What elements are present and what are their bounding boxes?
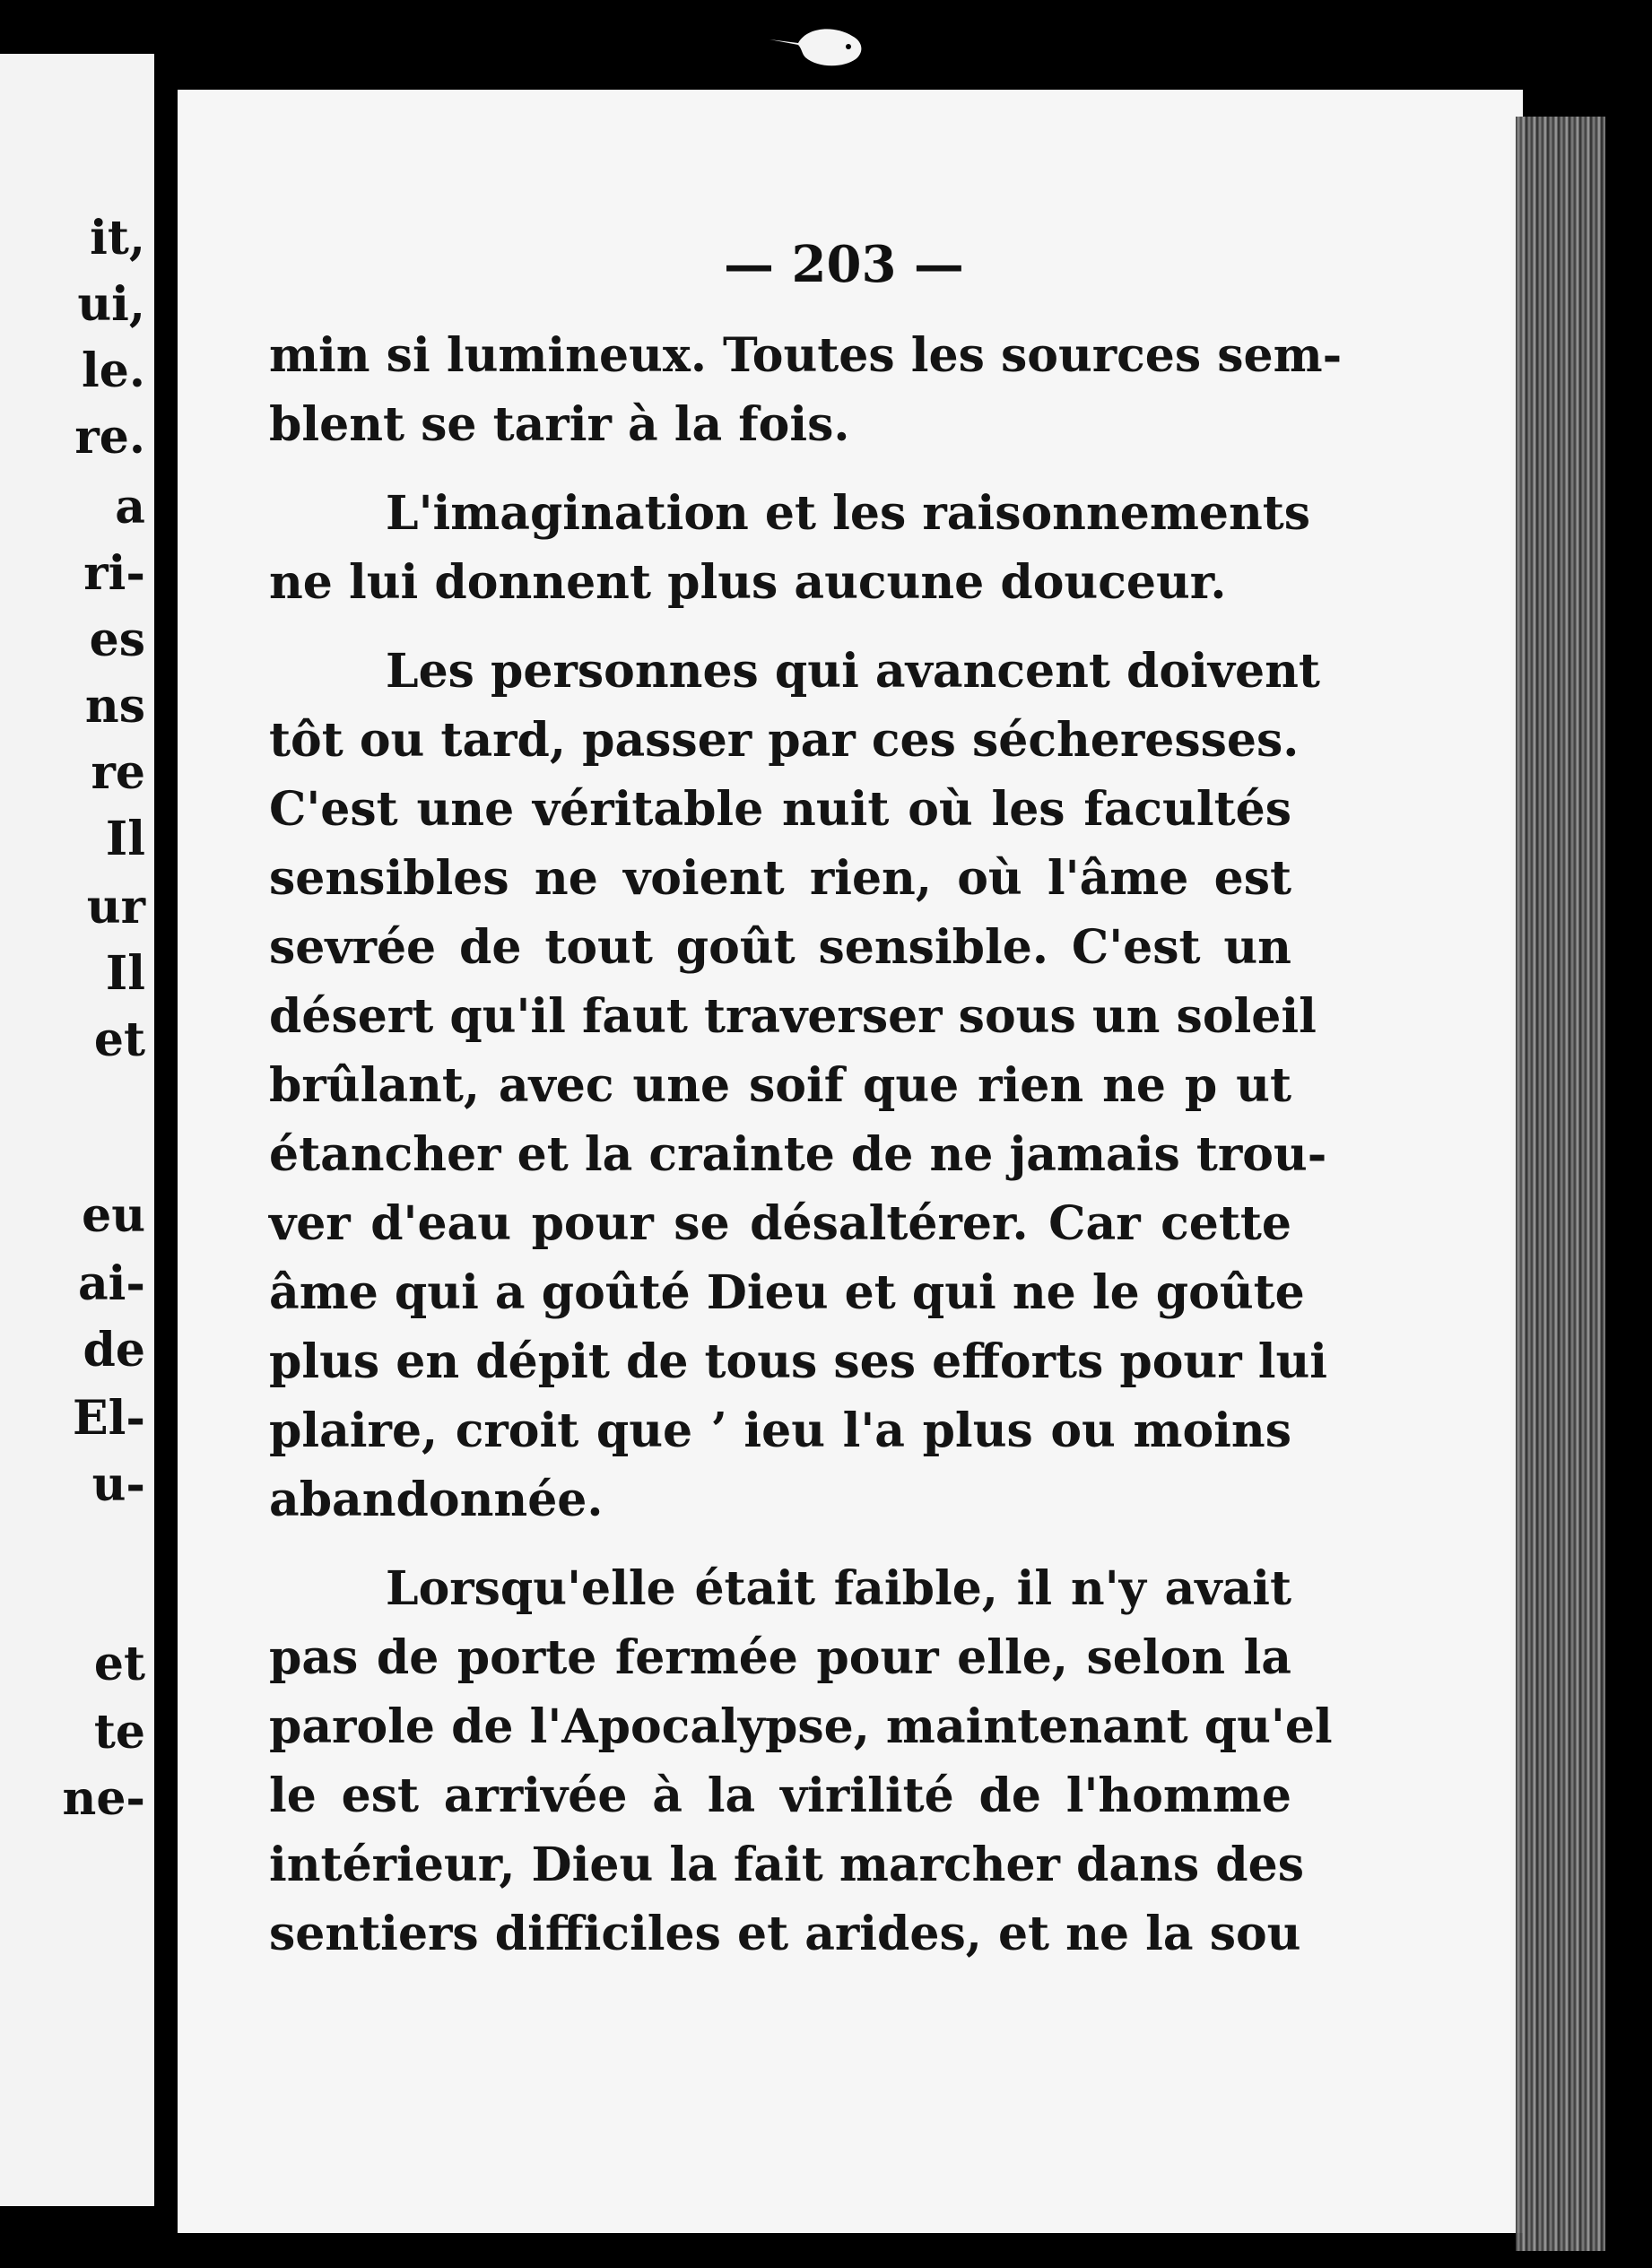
left-page-fragment: et (93, 1637, 145, 1691)
left-page-fragment: Il (105, 946, 145, 1001)
library-stamp-icon (762, 20, 870, 74)
page-edge-stack (1516, 117, 1605, 2251)
left-page-fragment: ne- (62, 1771, 145, 1826)
text-line: sevrée de tout goût sensible. C'est un (269, 920, 1291, 975)
left-page-fragment: te (93, 1705, 145, 1760)
text-line: le est arrivée à la virilité de l'homme (269, 1768, 1291, 1823)
left-page-fragment: ur (86, 880, 145, 934)
paragraph (269, 1554, 1333, 1968)
left-page-fragment: ai- (77, 1256, 145, 1311)
page-gutter (154, 54, 178, 2206)
left-page-fragment: es (89, 613, 145, 667)
left-page-fragment: El- (73, 1391, 145, 1446)
page-body-text (269, 321, 1343, 1968)
text-line: brûlant, avec une soif que rien ne p ut (269, 1058, 1291, 1113)
text-line: désert qu'il faut traverser sous un soleil (269, 989, 1317, 1044)
left-page-fragment: a (115, 480, 145, 534)
text-line: tôt ou tard, passer par ces sécheresses. (269, 713, 1300, 768)
text-line: blent se tarir à la fois. (269, 397, 850, 452)
left-page-sliver (0, 54, 154, 2206)
text-line: étancher et la crainte de ne jamais trou- (269, 1127, 1327, 1182)
paragraph-gap (269, 1534, 1291, 1554)
paragraph-gap (269, 617, 1291, 637)
left-page-fragment: it, (90, 211, 145, 265)
text-line: min si lumineux. Toutes les sources sem- (269, 328, 1343, 383)
left-page-fragment: re (91, 745, 145, 800)
left-page-fragment: u- (91, 1457, 145, 1512)
text-line: Les personnes qui avancent doivent (386, 644, 1320, 699)
page-number: — 203 — (724, 235, 964, 294)
left-page-fragment: le. (82, 343, 145, 398)
left-page-fragment: ri- (83, 546, 145, 601)
left-page-fragment: ui, (77, 277, 145, 332)
left-page-fragment: eu (82, 1188, 145, 1243)
text-line: ver d'eau pour se désaltérer. Car cette (269, 1196, 1291, 1251)
text-line: parole de l'Apocalypse, maintenant qu'el (269, 1699, 1333, 1754)
text-line: C'est une véritable nuit où les facultés (269, 782, 1291, 837)
paragraph-gap (269, 459, 1291, 479)
left-page-fragment: de (83, 1323, 145, 1377)
left-page-fragment: et (93, 1012, 145, 1067)
text-line: plaire, croit que ʼ ieu l'a plus ou moins (269, 1403, 1291, 1458)
paragraph (269, 321, 1343, 459)
left-page-fragment: re. (74, 410, 145, 465)
text-line: âme qui a goûté Dieu et qui ne le goûte (269, 1265, 1305, 1320)
paragraph (269, 479, 1311, 617)
left-page-fragment: Il (105, 812, 145, 866)
text-line: pas de porte fermée pour elle, selon la (269, 1630, 1291, 1685)
text-line: abandonnée. (269, 1473, 604, 1527)
text-line: plus en dépit de tous ses efforts pour lui (269, 1334, 1328, 1389)
text-line: sentiers difficiles et arides, et ne la sou (269, 1907, 1301, 1961)
text-line: sensibles ne voient rien, où l'âme est (269, 851, 1291, 906)
left-page-fragment: ns (84, 679, 145, 734)
text-line: L'imagination et les raisonnements (386, 486, 1311, 541)
text-line: Lorsqu'elle était faible, il n'y avait (386, 1561, 1291, 1616)
text-line: ne lui donnent plus aucune douceur. (269, 555, 1227, 610)
paragraph (269, 637, 1328, 1534)
text-line: intérieur, Dieu la fait marcher dans des (269, 1838, 1304, 1892)
